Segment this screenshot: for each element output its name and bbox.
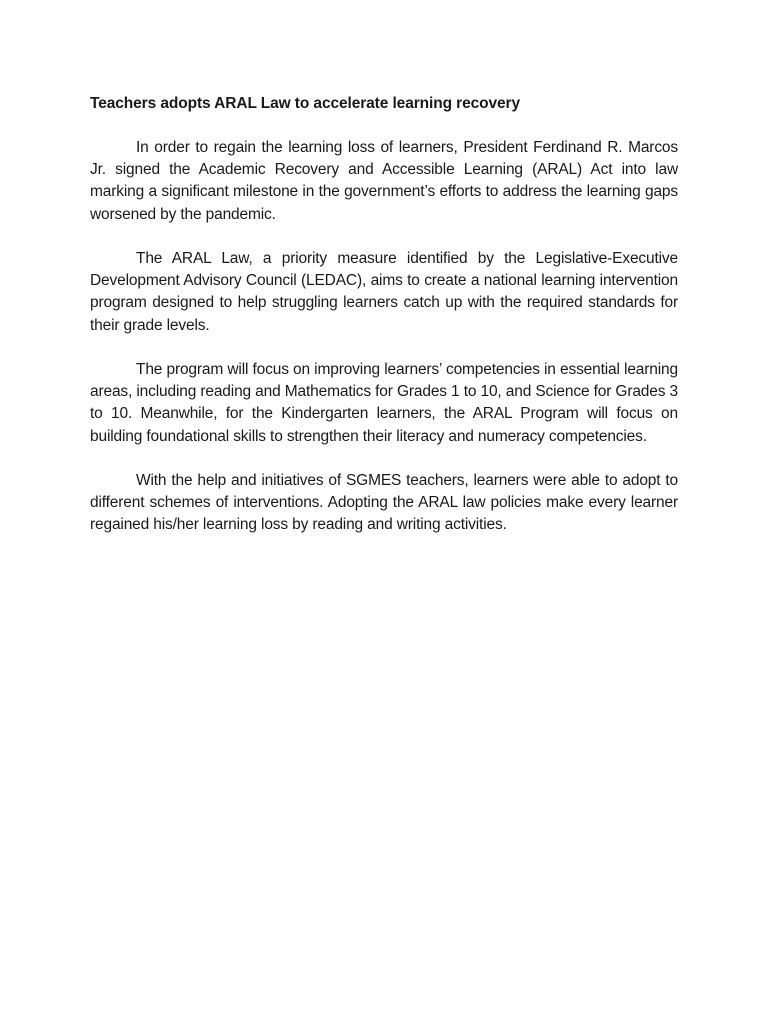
paragraph-2: The ARAL Law, a priority measure identified by the Legislative-Executive Development Advisory Council (LEDAC), aims to create a national learning intervention program designed to help struggling learners catch up with the required standards for their grade levels. bbox=[90, 250, 678, 334]
paragraph-3: The program will focus on improving learners’ competencies in essential learning areas, including reading and Mathematics for Grades 1 to 10, and Science for Grades 3 to 10. Meanwhile, for the Kindergarten learners, the ARAL Program will focus on building foundational skills to strengthen their literacy and numeracy competencies. bbox=[90, 361, 678, 445]
paragraph-4: With the help and initiatives of SGMES teachers, learners were able to adopt to different schemes of interventions. Adopting the ARAL law policies make every learner regained his/her learning loss by reading and writing activities. bbox=[90, 472, 678, 534]
document-page bbox=[90, 93, 678, 559]
document-title: Teachers adopts ARAL Law to accelerate learning recovery bbox=[90, 95, 521, 112]
paragraph-1: In order to regain the learning loss of learners, President Ferdinand R. Marcos Jr. signed the Academic Recovery and Accessible Learning (ARAL) Act into law marking a significant milestone in the government’s efforts to address the learning gaps worsened by the pandemic. bbox=[90, 139, 678, 223]
